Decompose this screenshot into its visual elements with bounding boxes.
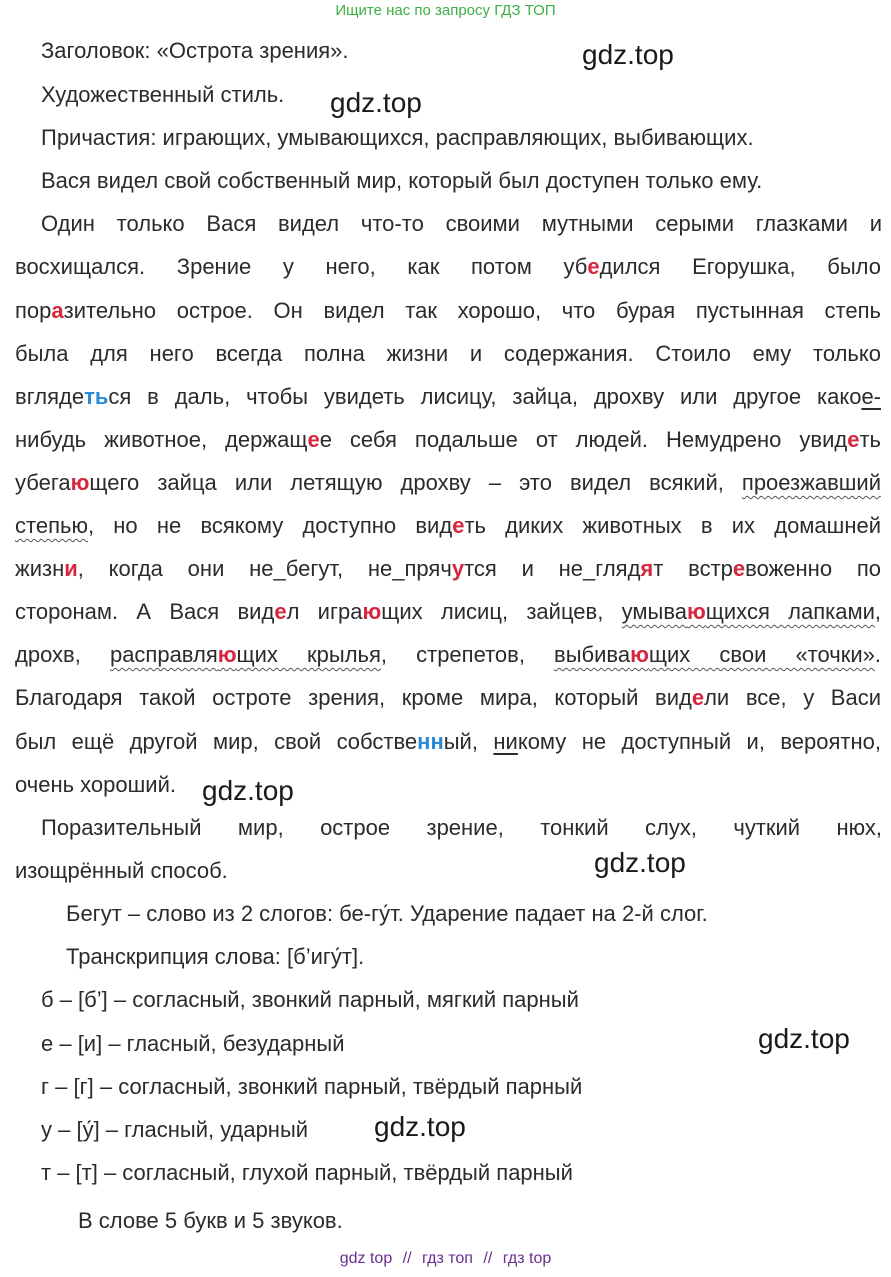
phrases-line-1: Поразительный мир, острое зрение, тонкий слух, чуткий нюх, (41, 815, 882, 840)
footer-separator: // (402, 1250, 412, 1267)
top-banner[interactable]: Ищите нас по запросу ГДЗ ТОП (335, 2, 556, 19)
text-line-14: очень хороший. (15, 772, 176, 797)
title-line: Заголовок: «Острота зрения». (41, 38, 349, 63)
text-line-13: был ещё другой мир, свой собственный, никому не доступный и, вероятно, (15, 729, 881, 754)
count-line: В слове 5 букв и 5 звуков. (78, 1208, 343, 1233)
text-line-4: была для него всегда полна жизни и содержания. Стоило ему только (15, 341, 881, 366)
footer-link[interactable]: гдз top (502, 1250, 552, 1267)
text-line-9: жизни, когда они не_бегут, не_прячутся и не_глядят встревоженно по (15, 556, 881, 581)
sound-row: б – [б’] – согласный, звонкий парный, мягкий парный (41, 987, 579, 1012)
idea-line: Вася видел свой собственный мир, который был доступен только ему. (41, 168, 763, 193)
watermark: gdz.top (582, 39, 674, 70)
text-line-2: восхищался. Зрение у него, как потом убедился Егорушка, было (15, 254, 881, 279)
footer-links (0, 1250, 891, 1268)
participles-line: Причастия: играющих, умывающихся, расправляющих, выбивающих. (41, 125, 754, 150)
sound-row: г – [г] – согласный, звонкий парный, твёрдый парный (41, 1074, 583, 1099)
sound-row: у – [у́] – гласный, ударный (41, 1117, 309, 1142)
text-line-11: дрохв, расправляющих крылья, стрепетов, выбивающих свои «точки». (15, 642, 882, 667)
watermark: gdz.top (758, 1023, 850, 1054)
syllables-line: Бегут – слово из 2 слогов: бе-гу́т. Ударение падает на 2-й слог. (66, 901, 708, 926)
footer-separator: // (483, 1250, 493, 1267)
watermark: gdz.top (594, 847, 686, 878)
text-line-8: степью, но не всякому доступно видеть диких животных в их домашней (15, 513, 881, 538)
text-line-3: поразительно острое. Он видел так хорошо, что бурая пустынная степь (15, 298, 881, 323)
text-line-7: убегающего зайца или летящую дрохву – это видел всякий, проезжавший (15, 470, 881, 495)
watermark: gdz.top (374, 1111, 466, 1142)
style-line: Художественный стиль. (41, 82, 285, 107)
text-line-10: сторонам. А Вася видел играющих лисиц, зайцев, умывающихся лапками, (15, 599, 881, 624)
footer-link[interactable]: гдз топ (422, 1250, 473, 1267)
watermark: gdz.top (330, 87, 422, 118)
footer-link[interactable]: gdz top (339, 1250, 393, 1267)
phrases-line-2: изощрённый способ. (15, 858, 228, 883)
text-line-1: Один только Вася видел что-то своими мутными серыми глазками и (41, 211, 882, 236)
text-line-12: Благодаря такой остроте зрения, кроме мира, который видели все, у Васи (15, 685, 881, 710)
text-line-6: нибудь животное, держащее себя подальше от людей. Немудрено увидеть (15, 427, 882, 452)
transcription-line: Транскрипция слова: [б’игу́т]. (66, 944, 365, 969)
sound-row: т – [т] – согласный, глухой парный, твёрдый парный (41, 1160, 573, 1185)
watermark: gdz.top (202, 775, 294, 806)
sound-row: е – [и] – гласный, безударный (41, 1031, 345, 1056)
text-line-5: вглядeться в даль, чтобы увидеть лисицу, зайца, дрохву или другое какое- (15, 384, 881, 409)
